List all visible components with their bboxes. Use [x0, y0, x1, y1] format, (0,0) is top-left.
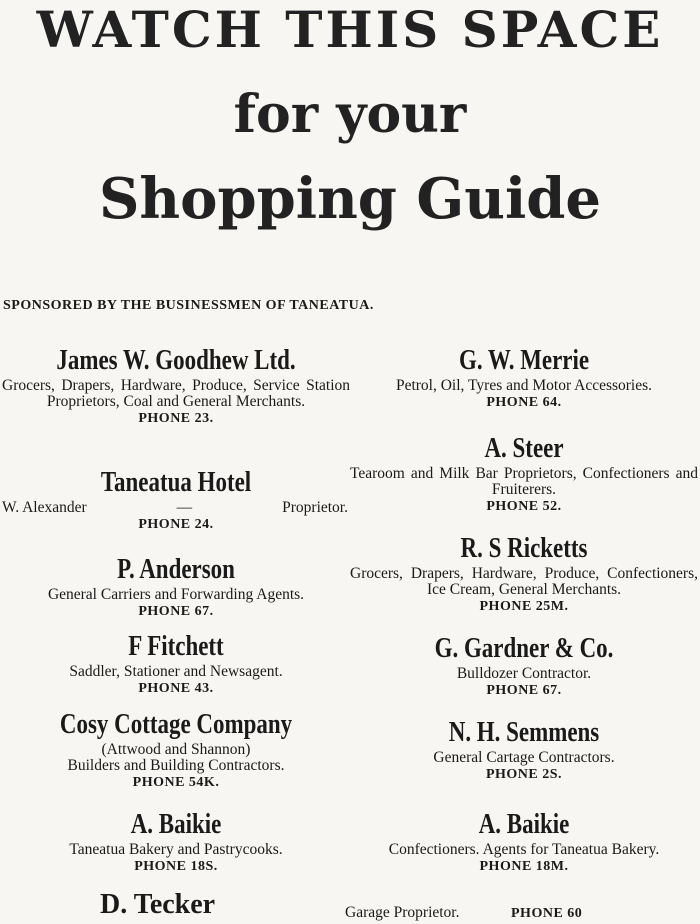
listing-garage-description: Garage Proprietor. — [345, 904, 460, 921]
business-description — [0, 500, 352, 516]
business-description-2: Builders and Building Contractors. — [67, 757, 285, 774]
listing-f-fitchett — [0, 630, 352, 697]
business-name: Taneatua Hotel — [100, 467, 252, 498]
business-phone: PHONE 23. — [138, 411, 214, 426]
business-phone: PHONE 24. — [138, 517, 214, 532]
business-description: Saddler, Stationer and Newsagent. — [69, 663, 283, 680]
headline-watch-this-space: WATCH THIS SPACE — [36, 0, 664, 59]
business-name: N. H. Semmens — [448, 717, 600, 748]
business-phone: PHONE 2S. — [485, 767, 563, 782]
business-phone: PHONE 18M. — [479, 859, 569, 874]
business-phone: PHONE 67. — [138, 604, 214, 619]
business-phone: PHONE 64. — [486, 395, 562, 410]
listing-ricketts — [348, 532, 700, 615]
business-description: Tearoom and Milk Bar Proprietors, Confectioners and Fruiterers. — [350, 465, 698, 498]
listing-d-tecker-name: D. Tecker — [100, 889, 216, 920]
business-name: G. Gardner & Co. — [434, 633, 614, 664]
business-phone: PHONE 67. — [486, 683, 562, 698]
business-name: P. Anderson — [117, 554, 235, 585]
listing-goodhew — [0, 344, 352, 427]
dash: — — [176, 499, 193, 516]
business-name: A. Baikie — [478, 809, 570, 840]
business-name: R. S Ricketts — [460, 533, 588, 564]
business-description: Grocers, Drapers, Hardware, Produce, Confectioners, Ice Cream, General Merchants. — [350, 565, 698, 598]
sponsor-line: SPONSORED BY THE BUSINESSMEN OF TANEATUA. — [3, 298, 374, 313]
listing-semmens — [348, 716, 700, 783]
business-name: James W. Goodhew Ltd. — [56, 345, 296, 376]
business-name: A. Baikie — [130, 809, 222, 840]
listing-a-baikie-left — [0, 808, 352, 875]
headline-for-your: for your — [233, 84, 467, 145]
business-name: A. Steer — [484, 433, 564, 464]
listing-garage-phone: PHONE 60 — [511, 906, 583, 921]
proprietor-title: Proprietor. — [282, 499, 348, 516]
business-phone: PHONE 54K. — [132, 775, 220, 790]
business-phone: PHONE 43. — [138, 681, 214, 696]
business-description: (Attwood and Shannon) — [101, 741, 251, 758]
business-phone: PHONE 52. — [486, 499, 562, 514]
business-description: General Carriers and Forwarding Agents. — [47, 586, 305, 603]
listing-taneatua-hotel — [0, 466, 352, 533]
listing-a-baikie-right — [348, 808, 700, 875]
business-phone: PHONE 18S. — [134, 859, 218, 874]
listing-p-anderson — [0, 553, 352, 620]
listing-cosy-cottage — [0, 708, 352, 791]
business-name: Cosy Cottage Company — [59, 709, 293, 740]
listing-merrie — [348, 344, 700, 411]
listing-a-steer — [348, 432, 700, 515]
business-description: General Cartage Contractors. — [433, 749, 615, 766]
business-description: Grocers, Drapers, Hardware, Produce, Service Station Proprietors, Coal and General Merchants. — [2, 377, 350, 410]
business-description: Bulldozer Contractor. — [456, 665, 592, 682]
proprietor-name: W. Alexander — [2, 499, 87, 516]
business-phone: PHONE 25M. — [479, 599, 569, 614]
business-name: G. W. Merrie — [458, 345, 590, 376]
business-name: F Fitchett — [128, 631, 224, 662]
listing-gardner — [348, 632, 700, 699]
business-description: Petrol, Oil, Tyres and Motor Accessories. — [395, 377, 653, 394]
headline-shopping-guide: Shopping Guide — [98, 166, 602, 232]
business-description: Taneatua Bakery and Pastrycooks. — [69, 841, 283, 858]
business-description: Confectioners. Agents for Taneatua Bakery. — [388, 841, 660, 858]
